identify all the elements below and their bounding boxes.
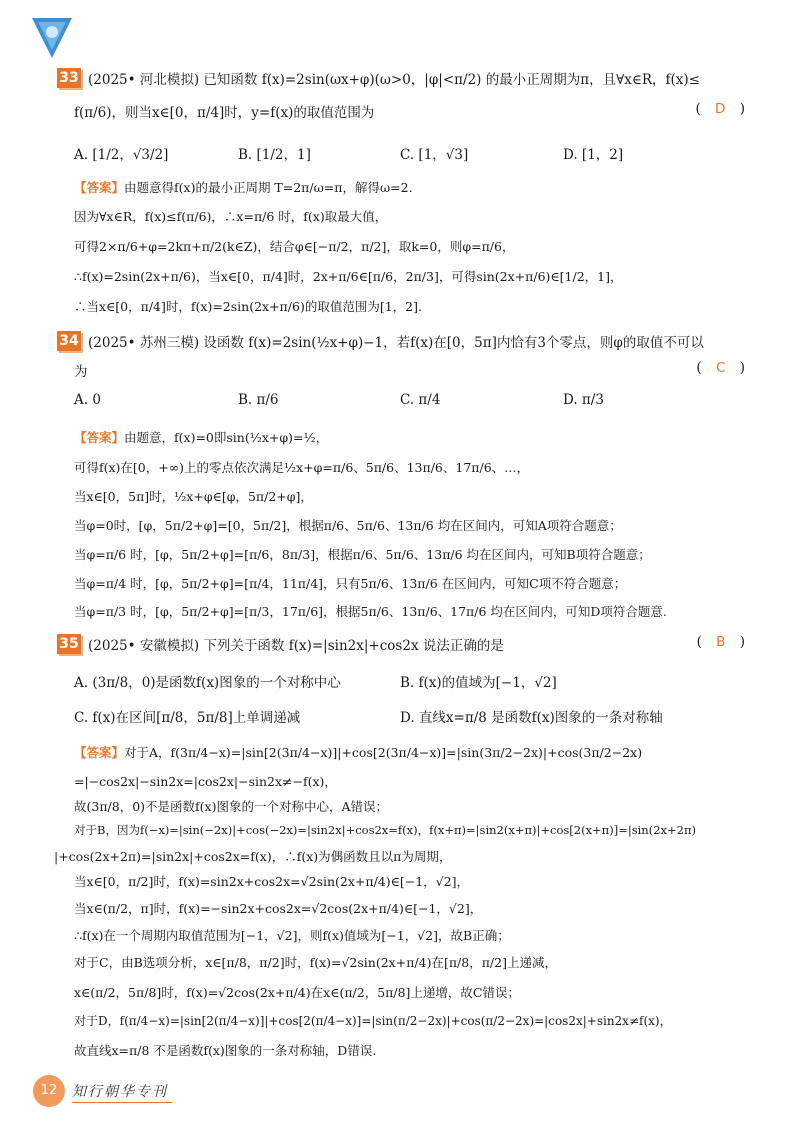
question-35-stem xyxy=(88,634,504,654)
solution-35-line-8: 对于C，由B选项分析，x∈[π/8，π/2]时，f(x)=√2sin(2x+π/4)在[π/8，π/2]上递减， xyxy=(74,955,557,970)
solution-35-line-2: 故(3π/8，0)不是函数f(x)图象的一个对称中心，A错误； xyxy=(74,799,388,814)
footer-brand-text: 知行朝华专刊 xyxy=(72,1084,168,1100)
solution-33-line-2: 可得2×π/6+φ=2kπ+π/2(k∈Z)，结合φ∈[−π/2，π/2]，取k=0，则φ=π/6， xyxy=(74,239,515,254)
solution-35-line-5: 当x∈[0，π/2]时，f(x)=sin2x+cos2x=√2sin(2x+π/4)∈[−1，√2]， xyxy=(74,874,469,889)
answer-letter: B xyxy=(716,634,726,650)
solution-35-line-9: x∈(π/2，5π/8]时，f(x)=√2cos(2x+π/4)在x∈(π/2，5π/8]上递增，故C错误； xyxy=(74,985,520,1000)
option-b: B. π/6 xyxy=(238,392,279,408)
option-d: D. 直线x=π/8 是函数f(x)图象的一条对称轴 xyxy=(400,710,663,726)
option-b: B. f(x)的值域为[−1，√2] xyxy=(400,675,557,691)
logo-icon xyxy=(28,14,76,62)
solution-35-line-0: 【答案】对于A，f(3π/4−x)=|sin[2(3π/4−x)]|+cos[2(3π/4−x)]=|sin(3π/2−2x)|+cos(3π/2−2x) xyxy=(74,745,643,760)
footer-divider xyxy=(72,1102,172,1103)
option-d: D. [1，2] xyxy=(563,147,624,163)
answer-tag: 【答案】 xyxy=(74,745,125,760)
option-b: B. [1/2，1] xyxy=(238,147,311,163)
solution-33-line-3: ∴f(x)=2sin(2x+π/6)，当x∈[0，π/4]时，2x+π/6∈[π/6，2π/3]，可得sin(2x+π/6)∈[1/2，1]， xyxy=(74,269,623,284)
solution-35-line-3: 对于B，因为f(−x)=|sin(−2x)|+cos(−2x)=|sin2x|+cos2x=f(x)，f(x+π)=|sin2(x+π)|+cos[2(x+π)]=|sin(2x+2π) xyxy=(74,823,696,837)
question-number-34: 34 xyxy=(57,331,81,351)
question-34-answer: ( C ) xyxy=(696,360,745,376)
option-c: C. f(x)在区间[π/8，5π/8]上单调递减 xyxy=(74,710,301,726)
option-a: A. [1/2，√3/2] xyxy=(74,147,169,163)
solution-34-line-3: 当φ=0时，[φ，5π/2+φ]=[0，5π/2]，根据π/6、5π/6、13π/6 均在区间内，可知A项符合题意； xyxy=(74,518,622,533)
solution-35-line-7: ∴f(x)在一个周期内取值范围为[−1，√2]，则f(x)值域为[−1，√2]，故B正确； xyxy=(74,928,510,943)
solution-33-line-1: 因为∀x∈R，f(x)≤f(π/6)，∴x=π/6 时，f(x)取最大值， xyxy=(74,209,388,224)
solution-34-line-0: 【答案】由题意，f(x)=0即sin(½x+φ)=½， xyxy=(74,430,329,445)
question-34-stem xyxy=(88,331,704,351)
question-34-stem-2 xyxy=(74,360,88,380)
option-c: C. π/4 xyxy=(400,392,441,408)
solution-34-line-2: 当x∈[0，5π]时，½x+φ∈[φ，5π/2+φ]， xyxy=(74,489,313,504)
solution-34-line-1: 可得f(x)在[0，+∞)上的零点依次满足½x+φ=π/6、5π/6、13π/6、17π/6、…， xyxy=(74,460,530,475)
solution-35-line-4: |+cos(2x+2π)=|sin2x|+cos2x=f(x)，∴f(x)为偶函数且以π为周期， xyxy=(54,849,452,864)
question-number-33: 33 xyxy=(57,68,81,88)
solution-35-line-6: 当x∈(π/2，π]时，f(x)=−sin2x+cos2x=√2cos(2x+π/4)∈[−1，√2]， xyxy=(74,901,483,916)
question-33-line2: f(π/6)，则当x∈[0，π/4]时，y=f(x)的取值范围为 xyxy=(74,105,375,121)
solution-34-line-4: 当φ=π/6 时，[φ，5π/2+φ]=[π/6，8π/3]，根据π/6、5π/6、13π/6 均在区间内，可知B项符合题意； xyxy=(74,547,651,562)
solution-33-line-4: ∴当x∈[0，π/4]时，f(x)=2sin(2x+π/6)的取值范围为[1，2]. xyxy=(74,299,422,314)
option-c: C. [1，√3] xyxy=(400,147,469,163)
page-number: 12 xyxy=(33,1075,65,1107)
option-d: D. π/3 xyxy=(563,392,604,408)
question-33-stem-2 xyxy=(74,101,374,121)
question-33-line1: (2025• 河北模拟) 已知函数 f(x)=2sin(ωx+φ)(ω>0，|φ|<π/2) 的最小正周期为π，且∀x∈R，f(x)≤ xyxy=(88,72,700,88)
question-34-line2: 为 xyxy=(74,364,88,380)
question-number-35: 35 xyxy=(57,634,81,654)
solution-35-line-1: =|−cos2x|−sin2x=|cos2x|−sin2x≠−f(x)， xyxy=(74,774,337,789)
question-33-answer: ( D ) xyxy=(695,101,745,117)
question-35-line1: (2025• 安徽模拟) 下列关于函数 f(x)=|sin2x|+cos2x 说法正确的是 xyxy=(88,638,504,654)
answer-tag: 【答案】 xyxy=(74,430,125,445)
solution-35-line-10: 对于D，f(π/4−x)=|sin[2(π/4−x)]|+cos[2(π/4−x)]=|sin(π/2−2x)|+cos(π/2−2x)=|cos2x|+sin2x≠f(x)， xyxy=(74,1014,672,1028)
question-35-answer: ( B ) xyxy=(696,634,745,650)
answer-letter: D xyxy=(715,101,726,117)
solution-34-line-5: 当φ=π/4 时，[φ，5π/2+φ]=[π/4，11π/4]，只有5π/6、13π/6 在区间内，可知C项不符合题意； xyxy=(74,576,627,591)
question-34-line1: (2025• 苏州三模) 设函数 f(x)=2sin(½x+φ)−1，若f(x)在[0，5π]内恰有3个零点，则φ的取值不可以 xyxy=(88,335,704,351)
answer-tag: 【答案】 xyxy=(74,180,125,195)
answer-letter: C xyxy=(715,360,726,376)
solution-34-line-6: 当φ=π/3 时，[φ，5π/2+φ]=[π/3，17π/6]，根据5π/6、13π/6、17π/6 均在区间内，可知D项符合题意. xyxy=(74,604,667,619)
option-a: A. 0 xyxy=(74,392,101,408)
question-33-stem xyxy=(88,68,700,88)
solution-33-line-0: 【答案】由题意得f(x)的最小正周期 T=2π/ω=π，解得ω=2. xyxy=(74,180,413,195)
option-a: A. (3π/8，0)是函数f(x)图象的一个对称中心 xyxy=(74,675,341,691)
solution-35-line-11: 故直线x=π/8 不是函数f(x)图象的一条对称轴，D错误. xyxy=(74,1043,377,1058)
